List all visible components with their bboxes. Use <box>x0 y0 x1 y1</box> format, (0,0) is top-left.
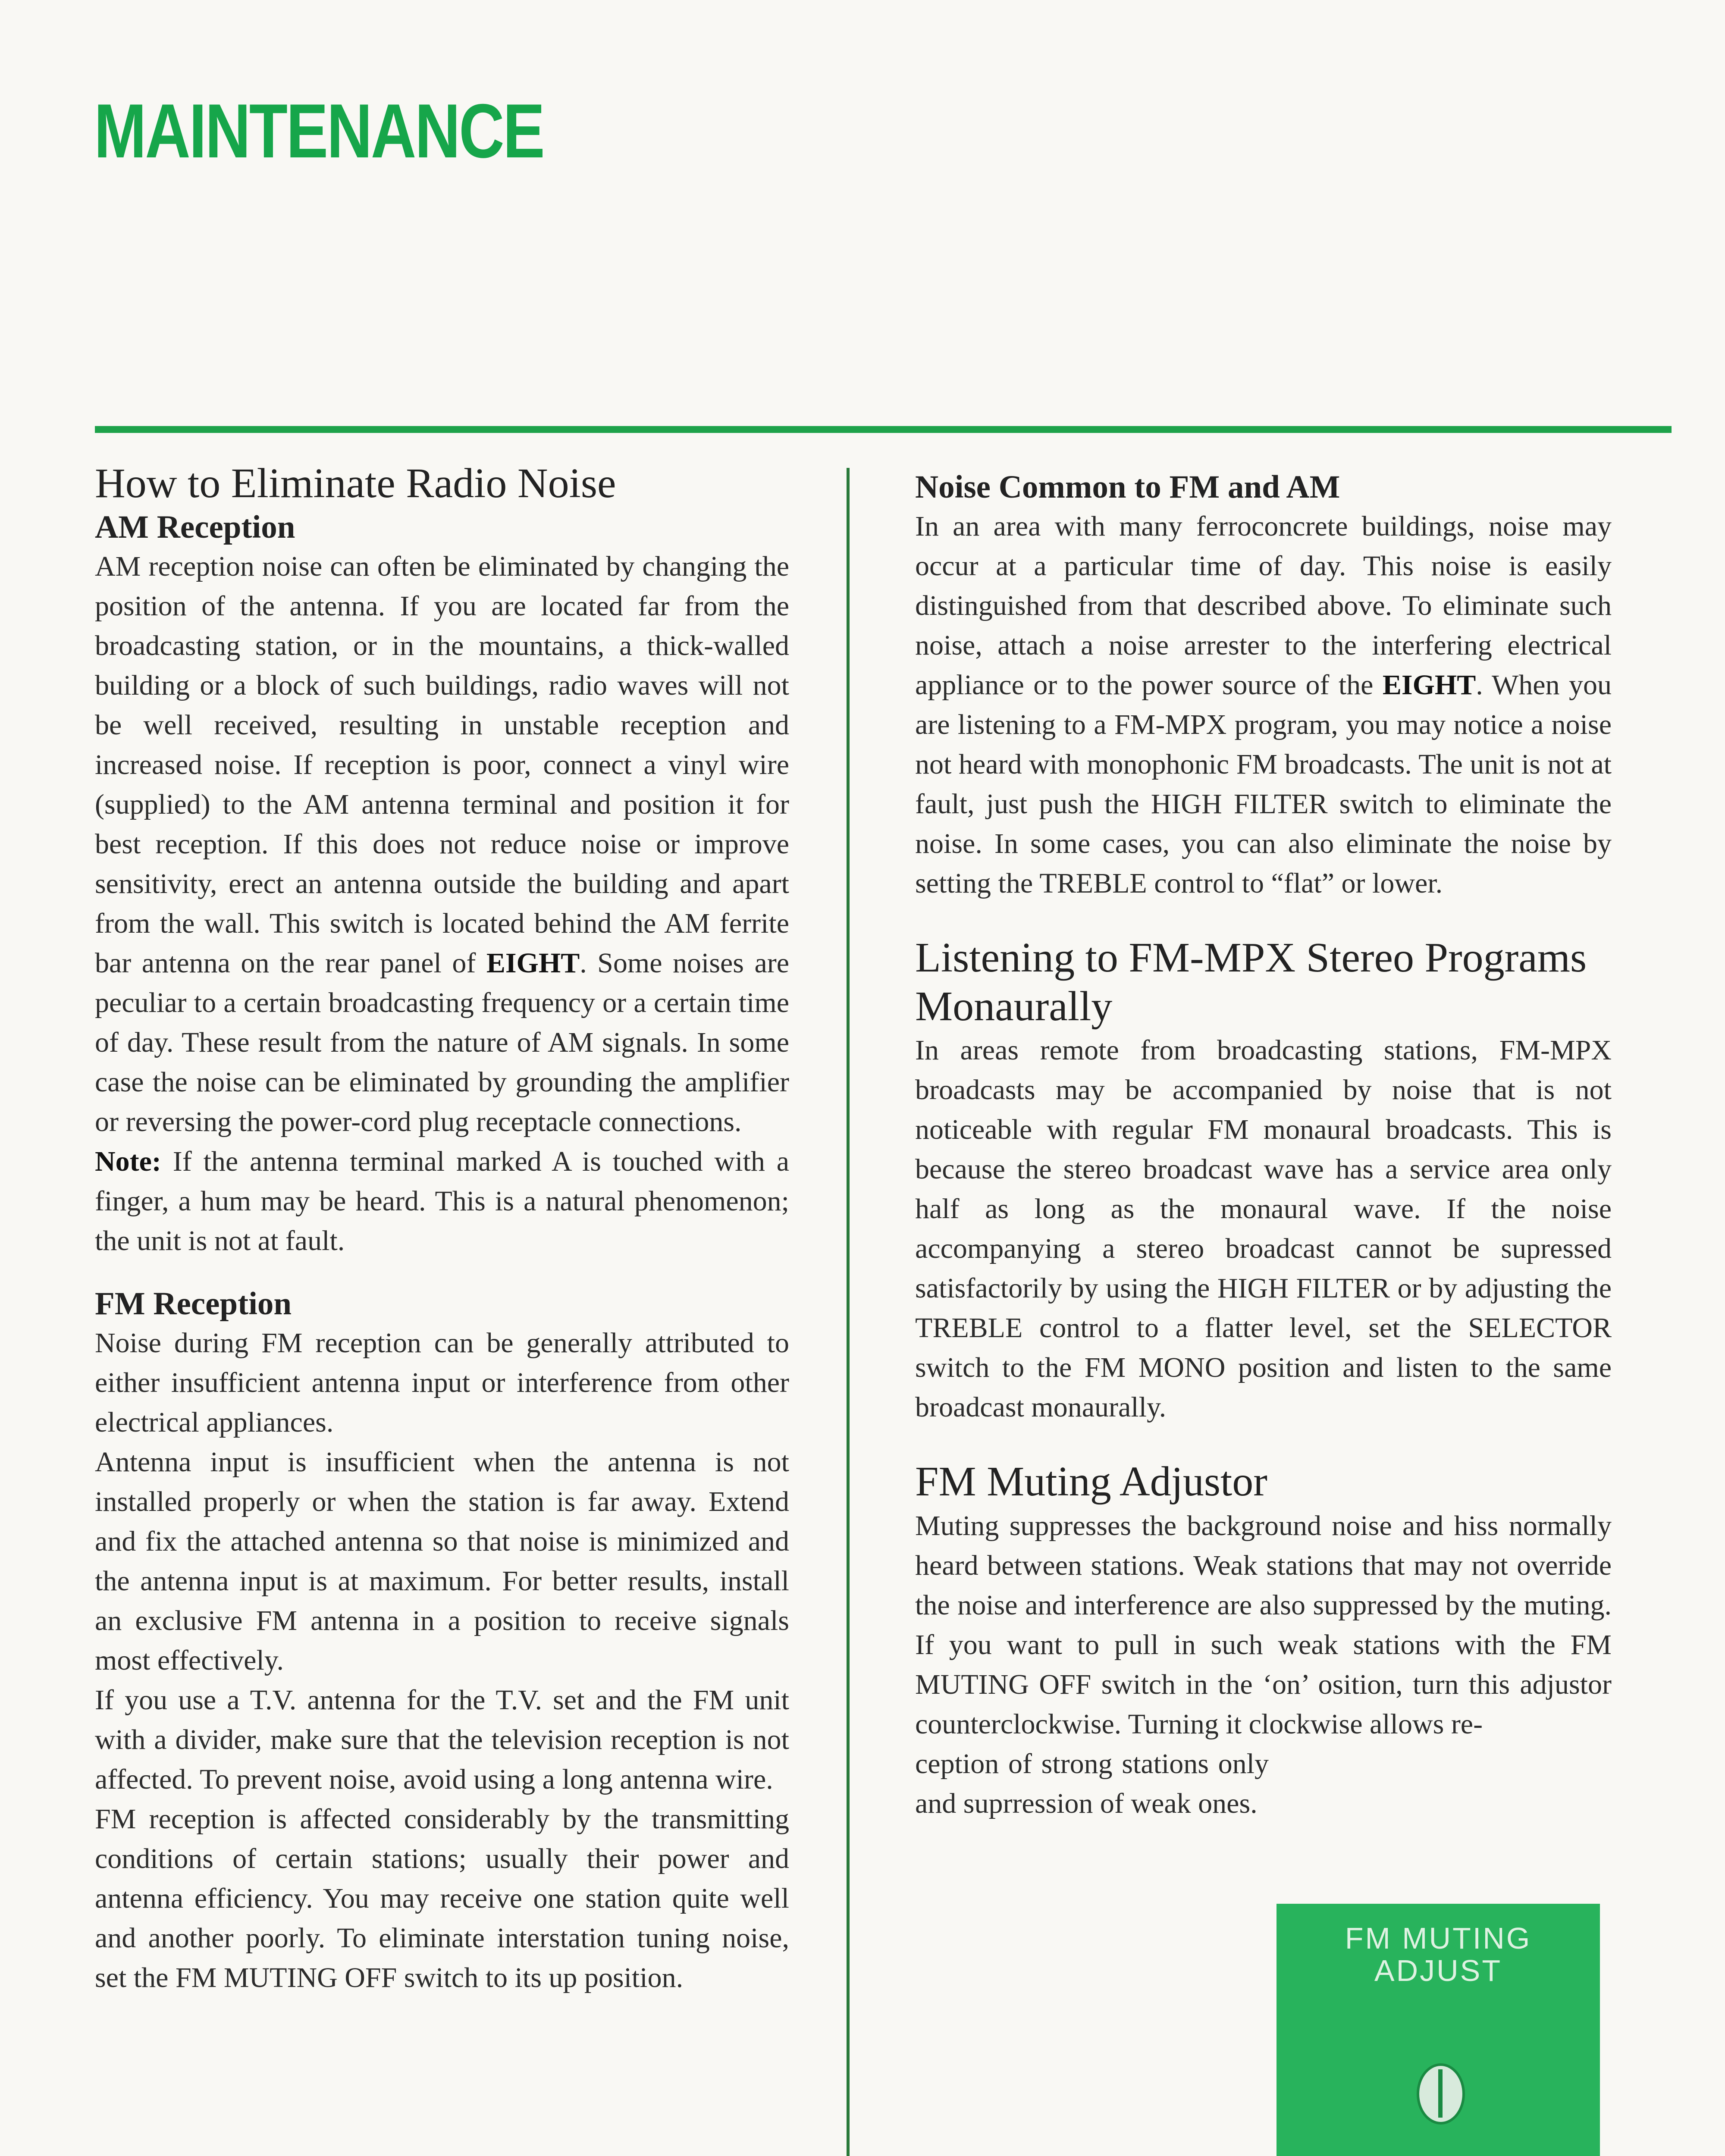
mpx-paragraph: In areas remote from broadcasting stations, FM-MPX broadcasts may be accompanied by noise that is not noticeable with regular FM monaural broadcasts. This is because the stereo broadcast wave has a service area only half as long as the monaural wave. If the noise accompanying a stereo broadcast cannot be supressed satisfactorily by using the HIGH FILTER or by adjusting the TREBLE control to a flatter level, set the SELECTOR switch to the FM MONO position and listen to the same broadcast monaurally. <box>915 1034 1612 1423</box>
fm-paragraph-1: Noise during FM reception can be generally attributed to either insufficient antenna input or interference from other electrical appliances. <box>95 1327 789 1438</box>
brand-name: EIGHT <box>1382 669 1476 701</box>
section-title-muting: FM Muting Adjustor <box>915 1458 1267 1505</box>
am-reception-paragraph: AM reception noise can often be eliminated by changing the position of the antenna. If you are located far from the broadcasting station, or in the mountains, a thick-walled building or a block of such buildings, radio waves will not be well received, resulting in unstable reception and increased noise. If reception is poor, connect a vinyl wire (supplied) to the AM antenna terminal and position it for best reception. If this does not reduce noise or improve sensitivity, erect an antenna outside the building and apart from the wall. This switch is located behind the AM ferrite bar antenna on the rear panel of EIGHT. Some noises are peculiar to a certain broadcasting frequency or a certain time of day. These result from the nature of AM signals. In some case the noise can be eliminated by grounding the amplifier or reversing the power-cord plug receptacle connections. <box>95 550 790 1138</box>
panel-label-line2: ADJUST <box>1374 1954 1502 1987</box>
left-column <box>95 459 789 1998</box>
muting-paragraph: Muting suppresses the background noise and hiss normally heard between stations. Weak stations that may not override the noise and interference are also suppressed by the muting. If you want to pull in such weak stations with the FM MUTING OFF switch in the ‘on’ osition, turn this adjustor counterclockwise. Turning it clockwise allows re- <box>915 1510 1612 1740</box>
muting-paragraph-tail: ception of strong stations only and suprression of weak ones. <box>915 1748 1269 1820</box>
fm-paragraph-2: Antenna input is insufficient when the antenna is not installed properly or when the station is far away. Extend and fix the attached antenna so that noise is minimized and the antenna input is at maximum. For better results, install an exclusive FM antenna in a position to receive signals most effectively. <box>95 1446 789 1676</box>
brand-name: EIGHT <box>486 947 580 979</box>
am-note-paragraph: Note: If the antenna terminal marked A is touched with a finger, a hum may be heard. This is a natural phenomenon; the unit is not at fault. <box>95 1145 789 1257</box>
section-title-mpx: Listening to FM-MPX Stereo Programs Monaurally <box>915 934 1587 1030</box>
subsection-title-fm: FM Reception <box>95 1285 292 1322</box>
header-rule <box>95 426 1672 433</box>
right-column <box>915 468 1612 1824</box>
panel-label-line1: FM MUTING <box>1345 1921 1532 1955</box>
subsection-title-am: AM Reception <box>95 509 295 545</box>
common-noise-paragraph: In an area with many ferroconcrete buildings, noise may occur at a particular time of day. This noise is easily distinguished from that described above. To eliminate such noise, attach a noise arrester to the interfering electrical appliance or to the power source of the EIGHT. When you are listening to a FM-MPX program, you may notice a noise not heard with monophonic FM broadcasts. The unit is not at fault, just push the HIGH FILTER switch to eliminate the noise. In some cases, you can also eliminate the noise by setting the TREBLE control to “flat” or lower. <box>915 511 1612 899</box>
fm-paragraph-3: If you use a T.V. antenna for the T.V. set and the FM unit with a divider, make sure that the television reception is not affected. To prevent noise, avoid using a long antenna wire. <box>95 1684 789 1795</box>
column-divider <box>847 468 850 2156</box>
page-title: MAINTENANCE <box>94 88 544 174</box>
section-title-radio-noise: How to Eliminate Radio Noise <box>95 460 616 507</box>
fm-paragraph-4: FM reception is affected considerably by the transmitting conditions of certain stations; usually their power and antenna efficiency. You may receive one station quite well and another poorly. To eliminate interstation tuning noise, set the FM MUTING OFF switch to its up position. <box>95 1803 789 1993</box>
fm-muting-adjust-panel <box>1276 1904 1600 2156</box>
subsection-title-common-noise: Noise Common to FM and AM <box>915 469 1340 505</box>
muting-adjust-knob-icon <box>1417 2063 1465 2125</box>
note-label: Note: <box>95 1145 161 1177</box>
